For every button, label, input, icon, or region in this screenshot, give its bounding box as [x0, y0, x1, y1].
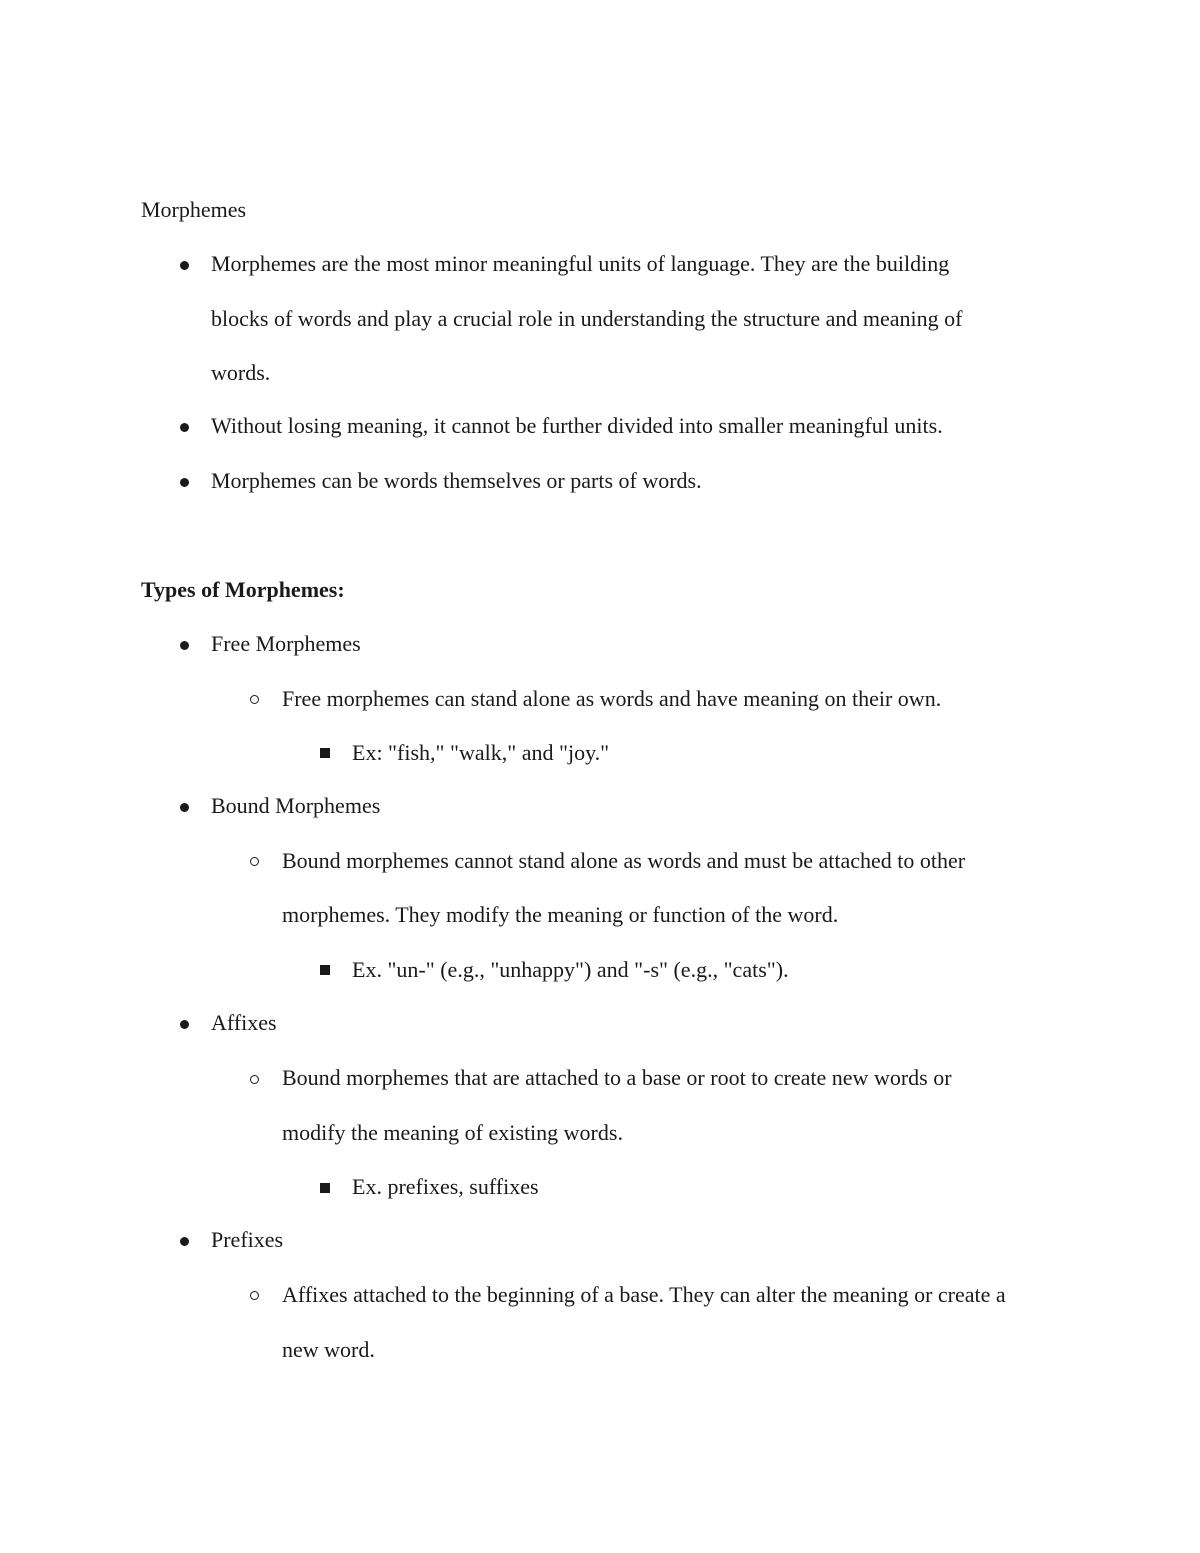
- bound-label: Bound Morphemes: [211, 793, 381, 818]
- bullet-circle-icon: [250, 1291, 259, 1300]
- intro-line-3: words.: [211, 360, 271, 385]
- types-heading: Types of Morphemes:: [141, 577, 345, 602]
- bullet-disc-icon: [180, 803, 189, 812]
- bound-desc-1: Bound morphemes cannot stand alone as words and must be attached to other: [282, 848, 966, 873]
- bullet-square-icon: [320, 748, 330, 758]
- bullet-square-icon: [320, 965, 330, 975]
- bound-desc-2: morphemes. They modify the meaning or function of the word.: [282, 902, 839, 927]
- intro-point-2: Without losing meaning, it cannot be further divided into smaller meaningful units.: [211, 413, 943, 438]
- bullet-disc-icon: [180, 261, 189, 270]
- bullet-disc-icon: [180, 641, 189, 650]
- doc-title: Morphemes: [141, 197, 247, 222]
- bullet-circle-icon: [250, 695, 259, 704]
- bullet-disc-icon: [180, 423, 189, 432]
- bullet-circle-icon: [250, 1075, 259, 1084]
- bullet-disc-icon: [180, 478, 189, 487]
- free-label: Free Morphemes: [211, 631, 361, 656]
- intro-line-1: Morphemes are the most minor meaningful units of language. They are the building: [211, 251, 950, 276]
- affixes-desc-2: modify the meaning of existing words.: [282, 1120, 623, 1145]
- bullet-circle-icon: [250, 857, 259, 866]
- affixes-label: Affixes: [211, 1010, 277, 1035]
- bullet-disc-icon: [180, 1237, 189, 1246]
- free-desc: Free morphemes can stand alone as words and have meaning on their own.: [282, 686, 942, 711]
- intro-point-3: Morphemes can be words themselves or parts of words.: [211, 468, 702, 493]
- bullet-disc-icon: [180, 1020, 189, 1029]
- prefixes-desc-1: Affixes attached to the beginning of a base. They can alter the meaning or create a: [282, 1282, 1006, 1307]
- prefixes-desc-2: new word.: [282, 1337, 375, 1362]
- intro-line-2: blocks of words and play a crucial role in understanding the structure and meaning of: [211, 306, 963, 331]
- prefixes-label: Prefixes: [211, 1227, 284, 1252]
- bullet-square-icon: [320, 1183, 330, 1193]
- affixes-desc-1: Bound morphemes that are attached to a base or root to create new words or: [282, 1065, 952, 1090]
- bound-example: Ex. "un-" (e.g., "unhappy") and "-s" (e.g., "cats").: [352, 957, 789, 982]
- free-example: Ex: "fish," "walk," and "joy.": [352, 740, 610, 765]
- affixes-example: Ex. prefixes, suffixes: [352, 1174, 539, 1199]
